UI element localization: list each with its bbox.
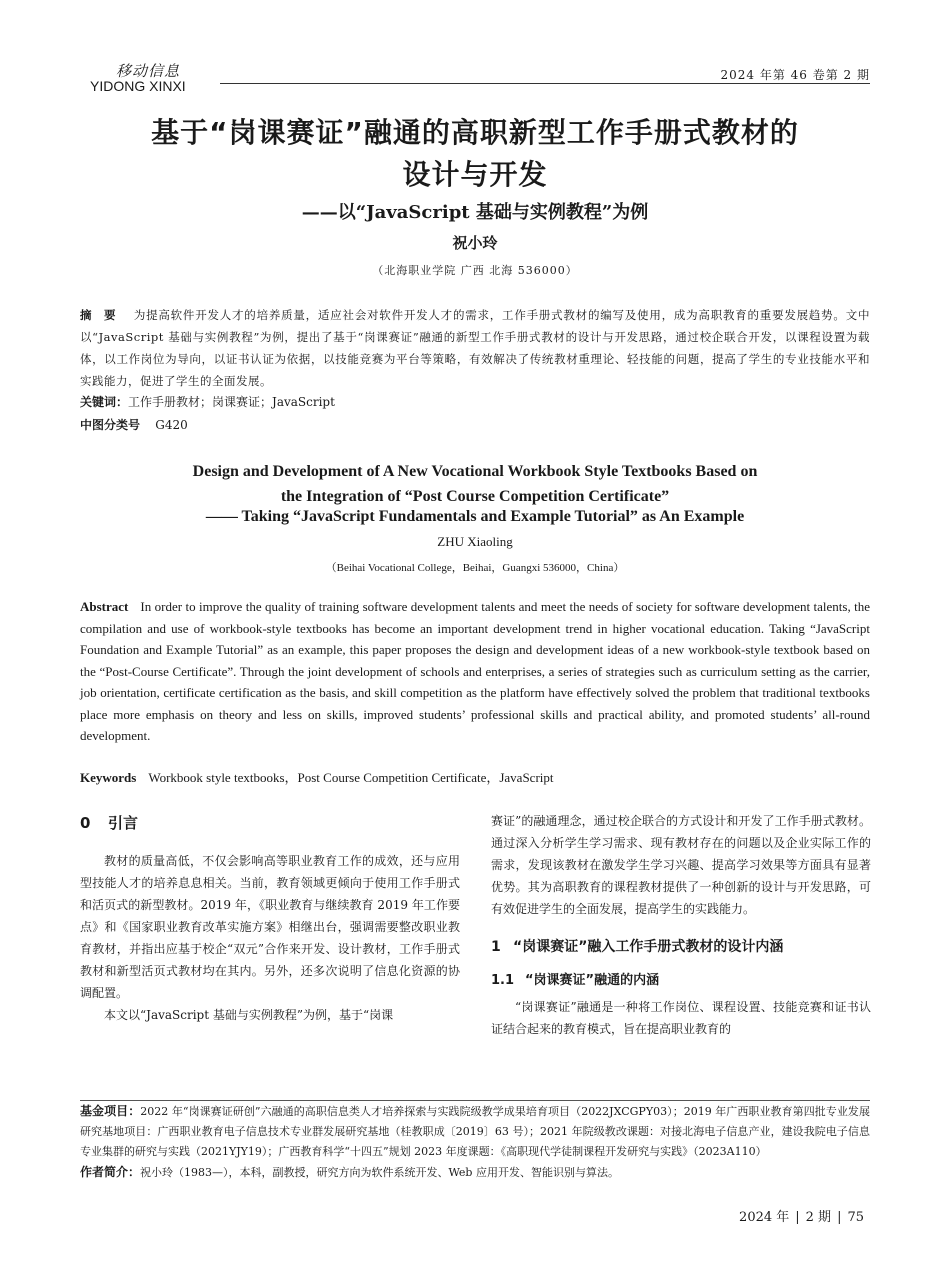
- section-0-title: 引言: [108, 814, 139, 832]
- right-column: [491, 810, 871, 1040]
- keywords-en: [80, 767, 870, 786]
- abstract-cn: [80, 304, 870, 392]
- section-1-1-heading: [491, 970, 871, 992]
- keywords-en-text: Workbook style textbooks，Post Course Competition Certificate，JavaScript: [148, 770, 554, 785]
- section-1-title: “岗课赛证”融入工作手册式教材的设计内涵: [513, 939, 784, 955]
- keywords-cn: [80, 393, 870, 410]
- abstract-cn-label: 摘 要: [80, 308, 120, 322]
- page-footer: [739, 1206, 864, 1225]
- clc-label: 中图分类号: [80, 418, 141, 432]
- title-en-line1: Design and Development of A New Vocational Workbook Style Textbooks Based on: [192, 463, 758, 480]
- title-cn: [0, 112, 950, 196]
- subtitle-en: —— Taking “JavaScript Fundamentals and Example Tutorial” as An Example: [205, 508, 745, 525]
- author-cn: 祝小玲: [452, 234, 498, 252]
- abstract-en: [80, 596, 870, 747]
- title-en: [60, 459, 890, 509]
- author-en: ZHU Xiaoling: [437, 534, 513, 549]
- keywords-cn-label: 关键词：: [80, 395, 129, 409]
- subtitle-cn: ——以“JavaScript 基础与实例教程”为例: [301, 202, 649, 223]
- header-rule: [220, 83, 870, 84]
- title-cn-line1: 基于“岗课赛证”融通的高职新型工作手册式教材的: [151, 116, 799, 149]
- title-cn-line2: 设计与开发: [402, 158, 548, 191]
- footnotes: [80, 1100, 870, 1183]
- author-note-text: 祝小玲（1983—），本科，副教授，研究方向为软件系统开发、Web 应用开发、智能识别与算法。: [140, 1166, 619, 1179]
- footer-separator: |: [795, 1210, 800, 1225]
- section-1-number: 1: [491, 939, 501, 955]
- keywords-en-label: Keywords: [80, 770, 137, 785]
- fund-text: 2022 年“岗课赛证研创”六融通的高职信息类人才培养探索与实践院级教学成果培育项目（2022JXCGPY03）；2019 年广西职业教育第四批专业发展研究基地项目：广西职业教育电子信息技术专业群发展研究基地（桂教职成〔2019〕63 号）；2021 年院级教改课题：对接北海电子信息产业，建设我院电子信息专业集群的研究与实践（2021YJY19）；广西教育科学“十四五”规划 2023 年度课题：《高职现代学徒制课程开发研究与实践》（2023A110）: [80, 1105, 870, 1158]
- fund-label: 基金项目：: [80, 1104, 141, 1118]
- section-1-heading: [491, 936, 871, 958]
- footer-issue: 2 期: [805, 1210, 832, 1225]
- abstract-cn-text: 为提高软件开发人才的培养质量，适应社会对软件开发人才的需求，工作手册式教材的编写及使用，成为高职教育的重要发展趋势。文中以“JavaScript 基础与实例教程”为例，提出了基于“岗课赛证”融通的新型工作手册式教材的设计与开发思路，通过校企联合开发，以课程设置为载体，以工作岗位为导向，以证书认证为依据，以技能竞赛为平台等策略，有效解决了传统教材重理论、轻技能的问题，提高了学生的专业技能水平和实践能力，促进了学生的全面发展。: [80, 308, 870, 388]
- page-number: 75: [847, 1210, 864, 1225]
- affiliation-en: （Beihai Vocational College，Beihai，Guangxi 536000，China）: [325, 562, 625, 574]
- intro-paragraph-1: 教材的质量高低，不仅会影响高等职业教育工作的成效，还与应用型技能人才的培养息息相关。当前，教育领域更倾向于使用工作手册式和活页式的新型教材。2019 年，《职业教育与继续教育 2019 年工作要点》和《国家职业教育改革实施方案》相继出台，强调需要整改职业教育教材，并指出应基于校企“双元”合作来开发、设计教材，工作手册式教材和新型活页式教材均在其内。另外，还多次说明了信息化资源的协调配置。: [80, 854, 460, 1000]
- abstract-en-label: Abstract: [80, 599, 129, 614]
- section-1-1-paragraph: “岗课赛证”融通是一种将工作岗位、课程设置、技能竞赛和证书认证结合起来的教育模式，旨在提高职业教育的: [491, 1000, 871, 1036]
- journal-name-en: YIDONG XINXI: [90, 78, 186, 94]
- journal-name-cn: 移动信息: [116, 62, 181, 80]
- keywords-cn-text: 工作手册教材；岗课赛证；JavaScript: [128, 395, 335, 409]
- fund-note: [80, 1101, 870, 1162]
- author-note-label: 作者简介：: [80, 1165, 141, 1179]
- section-1-1-number: 1.1: [491, 973, 515, 988]
- section-0-heading: [80, 812, 460, 834]
- footer-separator: |: [837, 1210, 842, 1225]
- affiliation-cn: （北海职业学院 广西 北海 536000）: [372, 264, 578, 277]
- intro-paragraph-2-start: 本文以“JavaScript 基础与实例教程”为例，基于“岗课: [104, 1008, 394, 1022]
- footer-year: 2024 年: [739, 1210, 790, 1225]
- page-header: [80, 60, 870, 94]
- left-column: [80, 812, 460, 1026]
- author-note: [80, 1162, 870, 1183]
- title-en-line2: the Integration of “Post Course Competition Certificate”: [280, 488, 670, 505]
- section-1-1-title: “岗课赛证”融通的内涵: [525, 973, 660, 988]
- issue-info: 2024 年第 46 卷第 2 期: [720, 68, 870, 82]
- section-0-number: 0: [80, 814, 91, 832]
- clc-number: [80, 416, 870, 433]
- abstract-en-text: In order to improve the quality of training software development talents and meet the needs of society for software development talents, the compilation and use of workbook-style textbooks has become an important development trend in higher vocational education. Taking “JavaScript Foundation and Example Tutorial” as an example, this paper proposes the design and development ideas of a new workbook-style textbook based on the “Post-Course Certificate”. Through the joint development of schools and enterprises, a series of strategies such as curriculum setting as the carrier, job orientation, certificate certification as the basis, and skill competition as the platform have effectively solved the problem that traditional textbooks place more emphasis on theory and less on skills, improved students’ professional skills and practical ability, and promoted students’ all-round development.: [80, 599, 870, 743]
- intro-paragraph-2-cont: 赛证”的融通理念，通过校企联合的方式设计和开发了工作手册式教材。通过深入分析学生学习需求、现有教材存在的问题以及企业实际工作的需求，发现该教材在激发学生学习兴趣、提高学习效果等方面具有显著优势。其为高职教育的课程教材提供了一种创新的设计与开发思路，可有效促进学生的全面发展，提高学生的实践能力。: [491, 814, 871, 916]
- clc-text: G420: [155, 418, 188, 432]
